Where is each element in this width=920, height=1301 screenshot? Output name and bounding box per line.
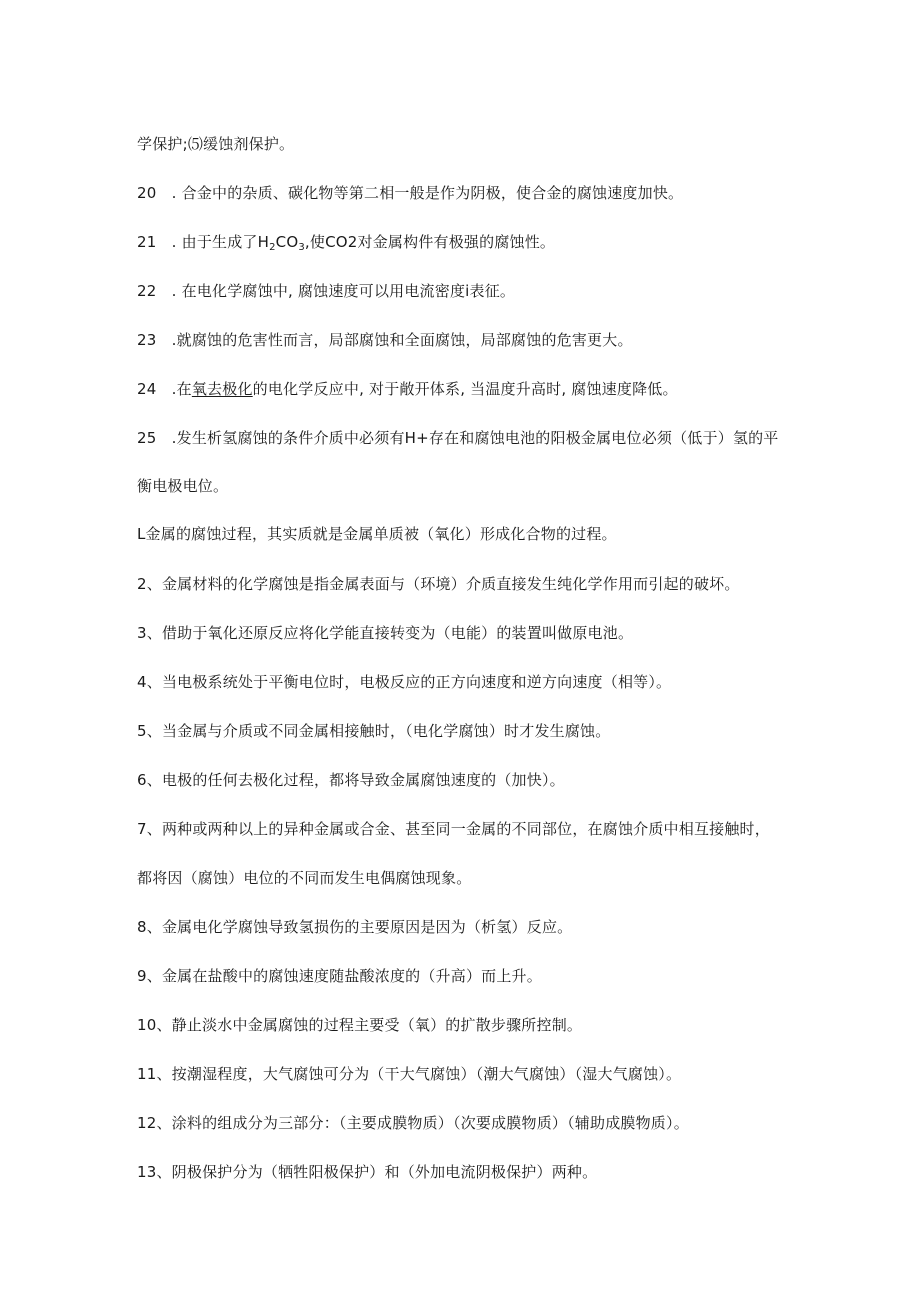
- text-segment: CO: [275, 233, 299, 251]
- text-line: 5、当金属与介质或不同金属相接触时，（电化学腐蚀）时才发生腐蚀。: [137, 722, 611, 740]
- text-line: 都将因（腐蚀）电位的不同而发生电偶腐蚀现象。: [137, 869, 472, 887]
- text-line: 11、按潮湿程度，大气腐蚀可分为（干大气腐蚀）（潮大气腐蚀）（湿大气腐蚀）。: [137, 1065, 682, 1083]
- text-segment: 的电化学反应中, 对于敞开体系, 当温度升高时, 腐蚀速度降低。: [252, 380, 678, 398]
- text-line: 23 .就腐蚀的危害性而言，局部腐蚀和全面腐蚀，局部腐蚀的危害更大。: [137, 331, 633, 349]
- text-line: 8、金属电化学腐蚀导致氢损伤的主要原因是因为（析氢）反应。: [137, 918, 573, 936]
- text-line: L金属的腐蚀过程，其实质就是金属单质被（氧化）形成化合物的过程。: [137, 525, 617, 543]
- text-line-underlined: [137, 379, 678, 399]
- text-line: 3、借助于氧化还原反应将化学能直接转变为（电能）的装置叫做原电池。: [137, 624, 634, 642]
- text-line: 4、当电极系统处于平衡电位时，电极反应的正方向速度和逆方向速度（相等）。: [137, 673, 672, 691]
- text-line: 22 . 在电化学腐蚀中, 腐蚀速度可以用电流密度i表征。: [137, 282, 516, 300]
- text-line: 衡电极电位。: [137, 477, 229, 495]
- text-line: 10、静止淡水中金属腐蚀的过程主要受（氧）的扩散步骤所控制。: [137, 1016, 583, 1034]
- subscript: 3: [298, 242, 305, 253]
- text-segment: 21 . 由于生成了H: [137, 233, 270, 251]
- text-line: 2、金属材料的化学腐蚀是指金属表面与（环境）介质直接发生纯化学作用而引起的破坏。: [137, 575, 740, 593]
- text-line: 20 . 合金中的杂质、碳化物等第二相一般是作为阴极，使合金的腐蚀速度加快。: [137, 184, 684, 202]
- subscript: 2: [269, 242, 276, 253]
- text-line: 25 .发生析氢腐蚀的条件介质中必须有H+存在和腐蚀电池的阳极金属电位必须（低于）氢的平: [137, 429, 779, 447]
- text-line: 13、阴极保护分为（牺牲阳极保护）和（外加电流阴极保护）两种。: [137, 1163, 598, 1181]
- text-line: 7、两种或两种以上的异种金属或合金、甚至同一金属的不同部位，在腐蚀介质中相互接触时，: [137, 820, 770, 838]
- text-line: 6、电极的任何去极化过程，都将导致金属腐蚀速度的（加快）。: [137, 771, 565, 789]
- text-line: 9、金属在盐酸中的腐蚀速度随盐酸浓度的（升高）而上升。: [137, 967, 542, 985]
- text-segment: ,使CO2对金属构件有极强的腐蚀性。: [304, 233, 556, 251]
- underlined-term: 氧去极化: [191, 380, 253, 398]
- text-line: 12、涂料的组成分为三部分：（主要成膜物质）（次要成膜物质）（辅助成膜物质）。: [137, 1114, 689, 1132]
- text-segment: 24 .在: [137, 380, 192, 398]
- text-line-formula: [137, 232, 555, 252]
- text-line: 学保护;⑸缓蚀剂保护。: [137, 135, 295, 153]
